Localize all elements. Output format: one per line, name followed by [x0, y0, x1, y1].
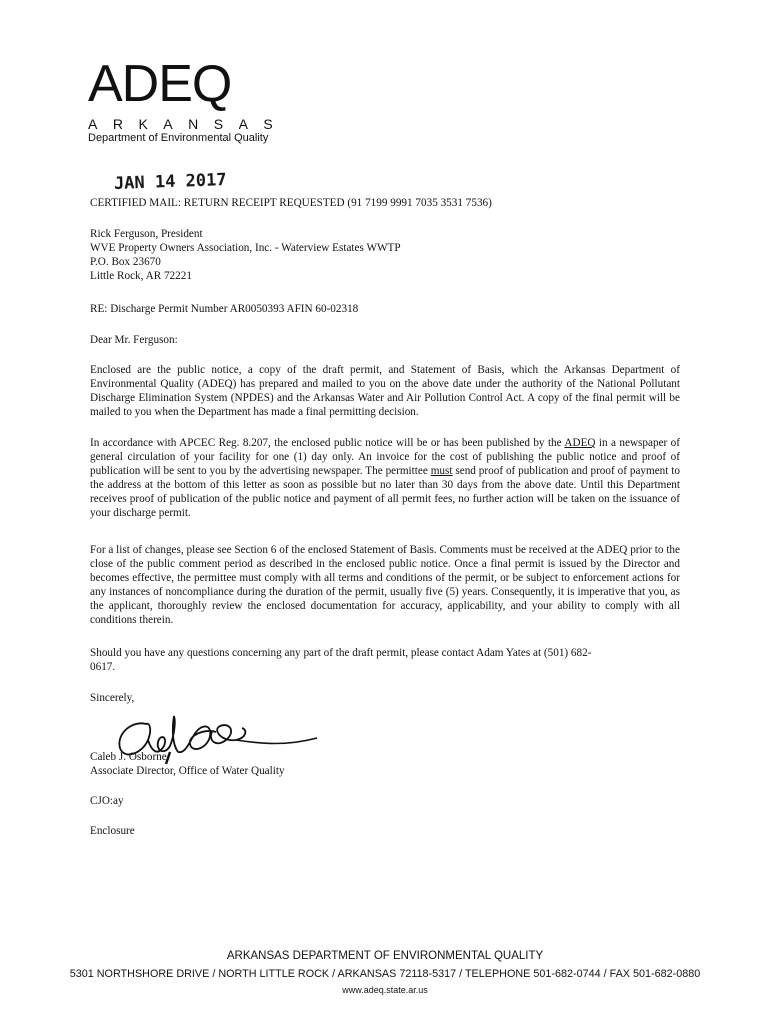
recipient-po-box: P.O. Box 23670 [90, 256, 161, 268]
footer-website: www.adeq.state.ar.us [342, 985, 428, 995]
date-stamp: JAN 14 2017 [113, 170, 227, 194]
paragraph-2-part-3: send proof of publication and proof of payment to the address at the bottom of this letter as soon as possible but no later than 30 days from the above date. Until this Department receives proof of publication of the public notice and payment of all permit fees, no further action will be taken on the issuance of your discharge permit. [90, 465, 680, 519]
certified-mail-line: CERTIFIED MAIL: RETURN RECEIPT REQUESTED (91 7199 9991 7035 3531 7536) [90, 197, 492, 209]
paragraph-4-line-2: 0617. [90, 661, 116, 673]
paragraph-1: Enclosed are the public notice, a copy of the draft permit, and Statement of Basis, which the Arkansas Department of Environmental Quality (ADEQ) has prepared and mailed to you on the above date under the authority of the National Pollutant Discharge Elimination System (NPDES) and the Arkansas Water and Air Pollution Control Act. A copy of the final permit will be mailed to you when the Department has made a final permitting decision. [90, 364, 680, 418]
paragraph-2-must: must [430, 465, 453, 477]
footer-address: 5301 NORTHSHORE DRIVE / NORTH LITTLE ROCK / ARKANSAS 72118-5317 / TELEPHONE 501-682-0744 / FAX 501-682-0880 [69, 968, 701, 980]
paragraph-2 [90, 436, 680, 520]
signer-title: Associate Director, Office of Water Quality [90, 765, 285, 777]
salutation: Dear Mr. Ferguson: [90, 334, 178, 346]
typist-initials: CJO:ay [90, 795, 124, 807]
paragraph-2-part-1: In accordance with APCEC Reg. 8.207, the enclosed public notice will be or has been published by the [90, 437, 565, 449]
recipient-organization: WVE Property Owners Association, Inc. - Waterview Estates WWTP [90, 242, 401, 254]
paragraph-2-adeq: ADEQ [564, 437, 596, 449]
logo-state-name: ARKANSAS [88, 116, 289, 132]
re-line: RE: Discharge Permit Number AR0050393 AFIN 60-02318 [90, 303, 359, 315]
logo-wordmark: ADEQ [88, 55, 232, 113]
paragraph-3: For a list of changes, please see Section 6 of the enclosed Statement of Basis. Comments must be received at the ADEQ prior to the close of the public comment period as described in the enclosed public notice. Once a final permit is issued by the Director and becomes effective, the permittee must comply with all terms and conditions of the permit, or be subject to enforcement actions for any instances of noncompliance during the duration of the permit, usually five (5) years. Consequently, it is imperative that you, as the applicant, thoroughly review the enclosed documentation for accuracy, applicability, and your ability to comply with all conditions therein. [90, 544, 680, 626]
footer-department: ARKANSAS DEPARTMENT OF ENVIRONMENTAL QUALITY [226, 950, 544, 962]
signature-block [90, 750, 680, 778]
closing: Sincerely, [90, 692, 135, 704]
enclosure-note: Enclosure [90, 825, 135, 837]
paragraph-4 [90, 646, 680, 674]
recipient-address [90, 227, 680, 283]
recipient-name: Rick Ferguson, President [90, 228, 203, 240]
logo-department-name: Department of Environmental Quality [88, 132, 269, 144]
letterhead-logo [88, 55, 289, 145]
recipient-city: Little Rock, AR 72221 [90, 270, 192, 282]
signer-name: Caleb J. Osborne [90, 751, 167, 763]
paragraph-4-line-1: Should you have any questions concerning any part of the draft permit, please contact Adam Yates at (501) 682- [90, 647, 592, 659]
paragraph-2-part-2: in a newspaper of general circulation of your facility for one (1) day only. An invoice for the cost of publishing the public notice and proof of publication will be sent to you by the advertising newspaper. The permittee [90, 437, 680, 477]
